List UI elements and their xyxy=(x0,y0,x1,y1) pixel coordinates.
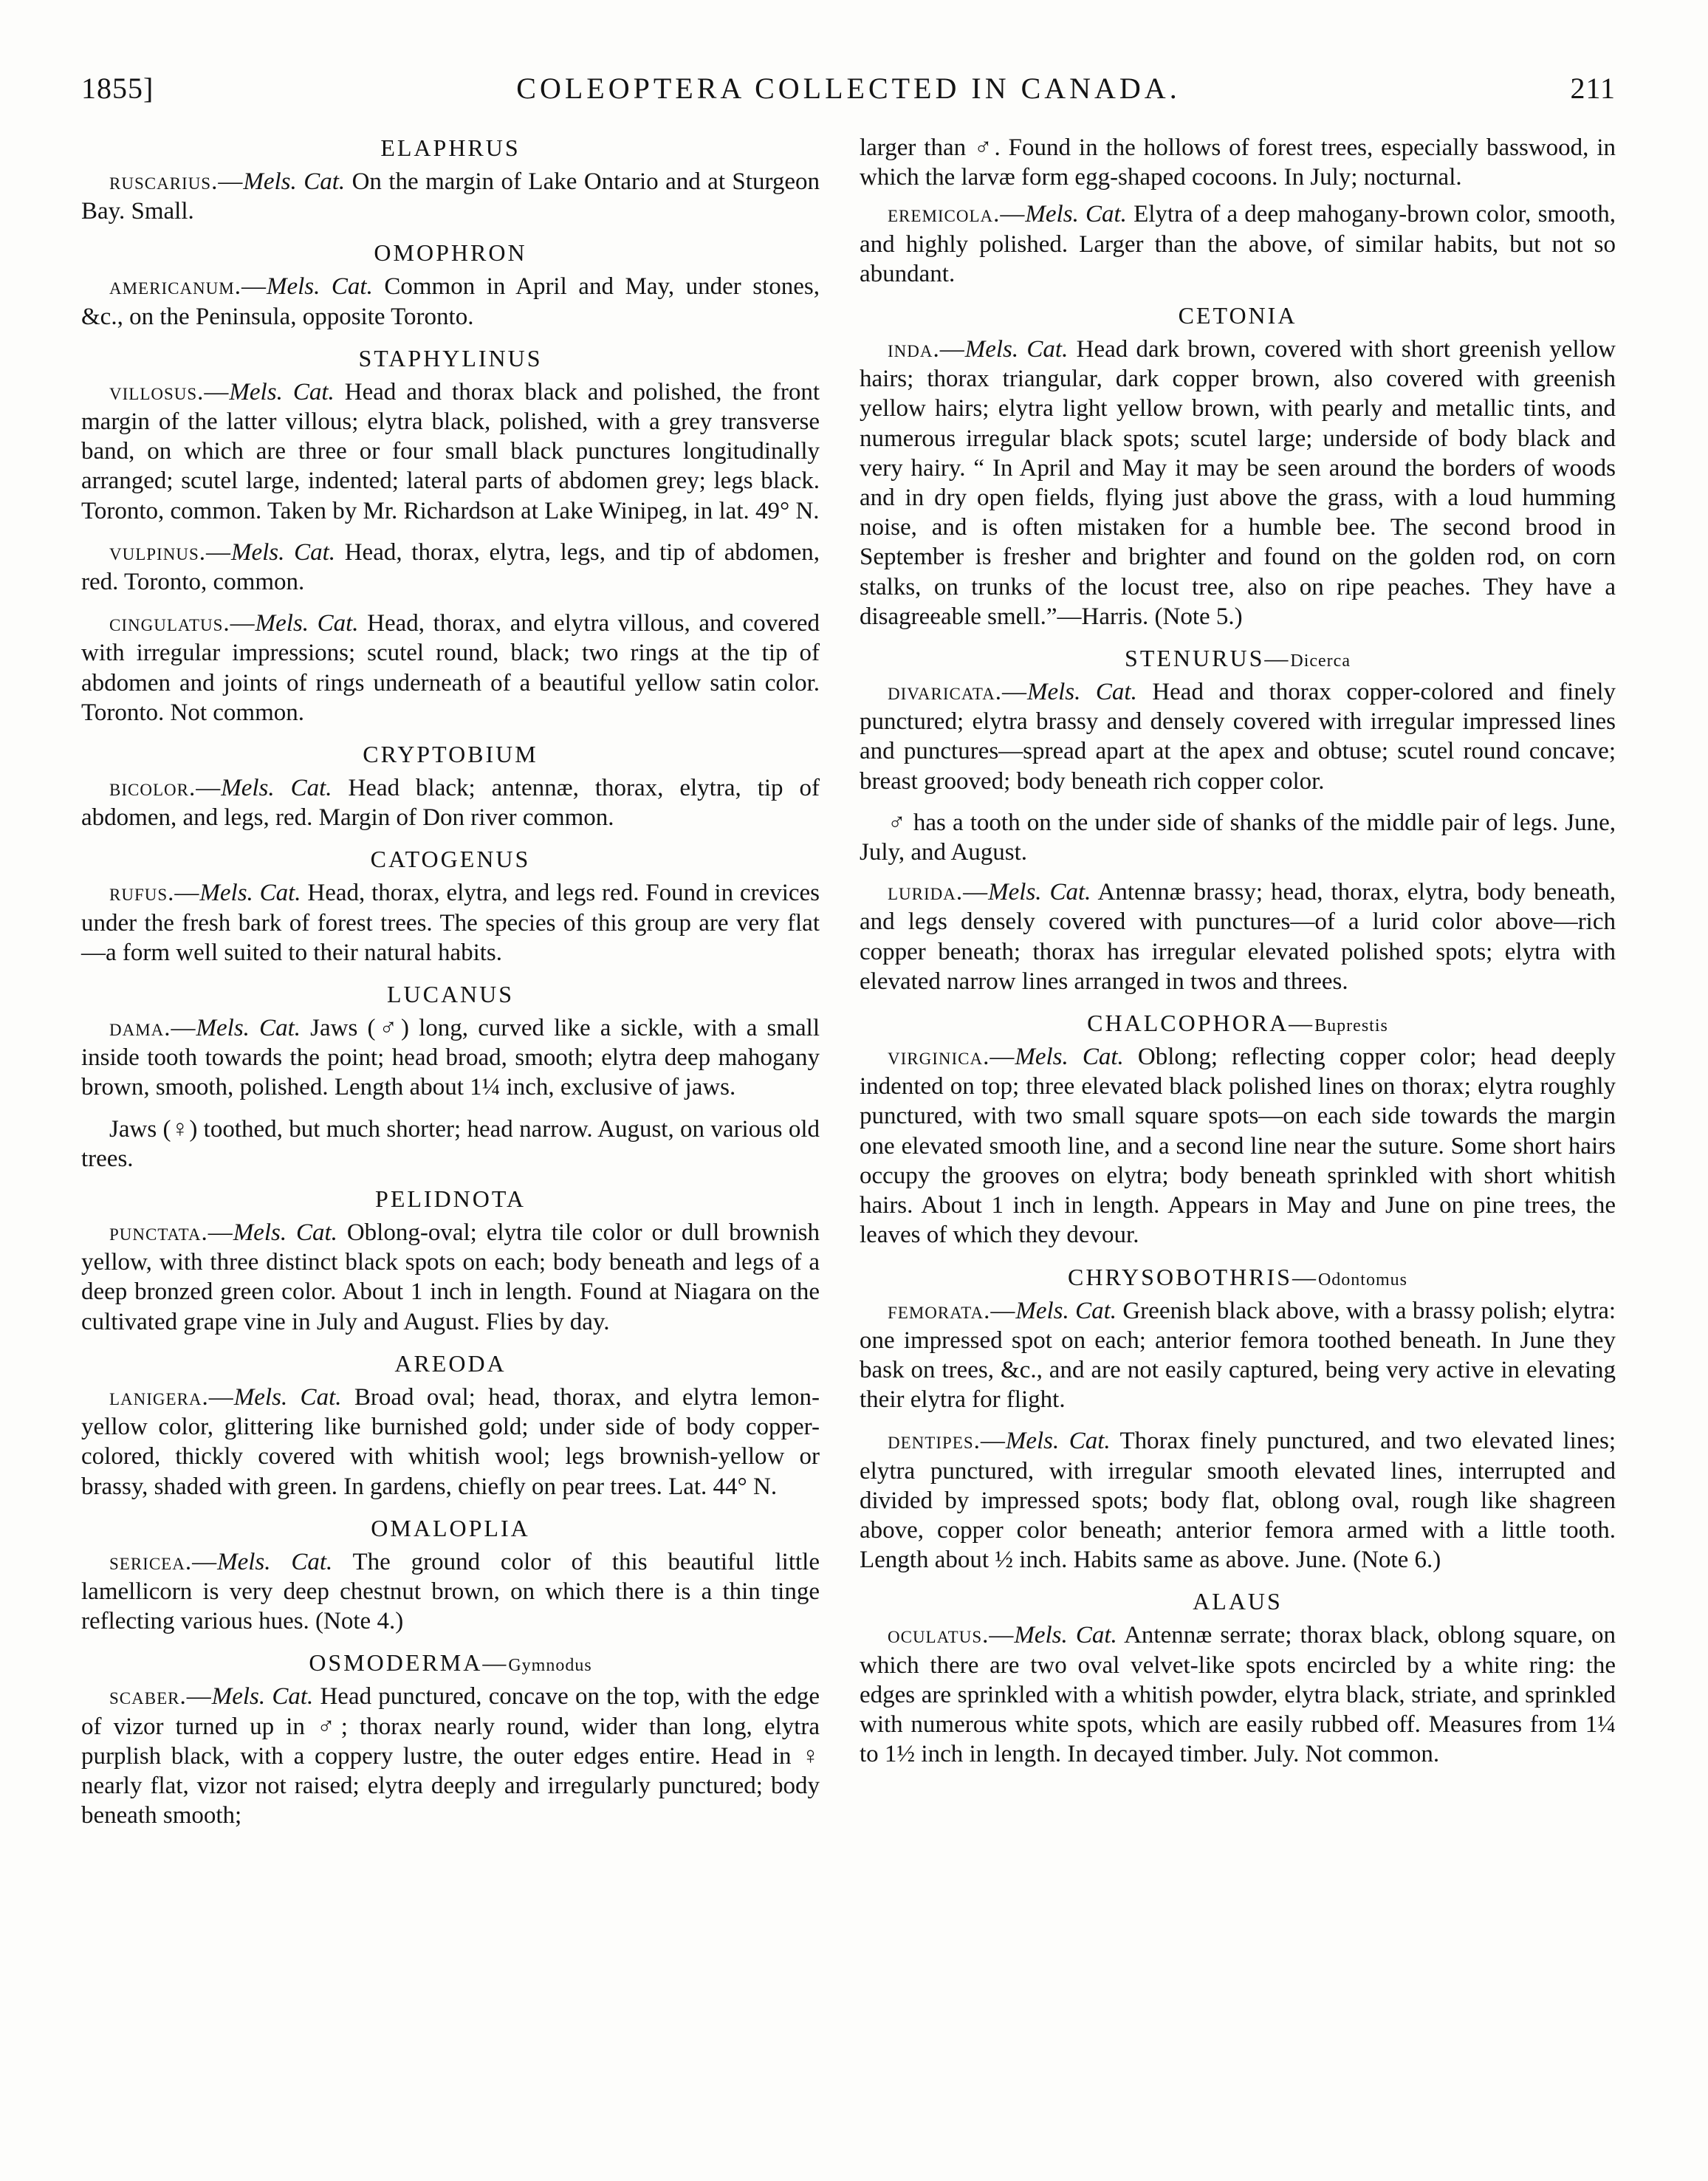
catalog-reference: Mels. Cat. xyxy=(217,1548,333,1575)
genus-name: ELAPHRUS xyxy=(380,134,521,161)
catalog-reference: Mels. Cat. xyxy=(229,378,335,405)
genus-heading xyxy=(81,844,820,874)
genus-name: STAPHYLINUS xyxy=(358,344,543,372)
species-entry xyxy=(860,1426,1616,1575)
genus-name: OMOPHRON xyxy=(374,239,527,267)
genus-name: LUCANUS xyxy=(386,981,515,1008)
species-name: virginica.— xyxy=(888,1044,1015,1071)
genus-name: STENURUS— xyxy=(1125,645,1291,672)
genus-name: AREODA xyxy=(394,1349,507,1377)
catalog-reference: Mels. Cat. xyxy=(1014,1622,1117,1649)
species-entry xyxy=(81,1682,820,1830)
genus-heading xyxy=(860,1008,1616,1038)
right-column xyxy=(860,133,1616,1781)
species-description: Greenish black above, with a brassy polish; elytra: one impressed spot on each; anterior femora toothed beneath. In June they bask on trees, &c., and are not easily captured, being very active in elevating their elytra for flight. xyxy=(860,1297,1616,1414)
species-entry xyxy=(81,538,820,597)
species-name: cingulatus.— xyxy=(109,610,255,637)
catalog-reference: Mels. Cat. xyxy=(1025,201,1127,228)
subgenus-name: Dicerca xyxy=(1290,651,1351,671)
species-name: dama.— xyxy=(109,1015,196,1042)
genus-name: CRYPTOBIUM xyxy=(363,741,538,768)
genus-heading xyxy=(81,1513,820,1543)
genus-heading xyxy=(81,343,820,373)
species-entry xyxy=(860,1042,1616,1250)
species-description: Head, thorax, elytra, and legs red. Found in crevices under the fresh bark of forest trees. The species of this group are very flat—a form well suited to their natural habits. xyxy=(81,880,820,966)
genus-name: OSMODERMA— xyxy=(309,1649,509,1677)
catalog-reference: Mels. Cat. xyxy=(196,1015,301,1042)
genus-name: CATOGENUS xyxy=(370,846,531,873)
species-entry xyxy=(81,1383,820,1502)
right-lead-entries xyxy=(860,199,1616,289)
right-groups xyxy=(860,301,1616,1769)
catalog-reference: Mels. Cat. xyxy=(243,168,346,195)
species-description: Oblong; reflecting copper color; head deeply indented on top; three elevated black polished lines on thorax; elytra roughly punctured, with two small square spots—on each side towards the margin one elevated smooth line, and a second line near the suture. Some short hairs occupy the grooves on elytra; body beneath sprinkled with short whitish hairs. About 1 inch in length. Appears in May and June on pine trees, the leaves of which they devour. xyxy=(860,1044,1616,1249)
species-description: Broad oval; head, thorax, and elytra lemon-yellow color, glittering like burnished gold; under side of body copper-colored, thickly covered with whitish wool; legs brownish-yellow or brassy, shaded with green. In gardens, chiefly on pear trees. Lat. 44° N. xyxy=(81,1383,820,1500)
species-description: Head and thorax copper-colored and finely punctured; elytra brassy and densely covered with irregular impressed lines and punctures—spread apart at the apex and obtuse; scutel round concave; breast grooved; body beneath rich copper color. xyxy=(860,679,1616,795)
species-name: inda.— xyxy=(888,336,965,363)
species-description: On the margin of Lake Ontario and at Sturgeon Bay. Small. xyxy=(81,168,820,225)
species-name: americanum.— xyxy=(109,273,267,301)
catalog-reference: Mels. Cat. xyxy=(266,273,373,301)
species-name: femorata.— xyxy=(888,1297,1016,1324)
genus-heading xyxy=(81,739,820,769)
species-description: Head, thorax, elytra, legs, and tip of abdomen, red. Toronto, common. xyxy=(81,538,820,596)
left-column xyxy=(81,133,820,1842)
species-entry xyxy=(860,1296,1616,1415)
species-name: dentipes.— xyxy=(888,1428,1006,1455)
species-name: lurida.— xyxy=(888,879,989,906)
species-description: The ground color of this beautiful little lamellicorn is very deep chestnut brown, on which there is a thin tinge reflecting various hues. (Note 4.) xyxy=(81,1548,820,1635)
species-name: lanigera.— xyxy=(109,1383,234,1411)
catalog-reference: Mels. Cat. xyxy=(1027,679,1137,706)
species-description: Oblong-oval; elytra tile color or dull brownish yellow, with three distinct black spots on each; body beneath and legs of a deep bronzed green color. About 1 inch in length. Found at Niagara on the cultivated grape vine in July and August. Flies by day. xyxy=(81,1219,820,1335)
header-title: COLEOPTERA COLLECTED IN CANADA. xyxy=(516,72,1181,105)
catalog-reference: Mels. Cat. xyxy=(964,336,1069,363)
species-entry xyxy=(81,1218,820,1337)
species-entry xyxy=(860,335,1616,631)
species-name: vulpinus.— xyxy=(109,538,231,566)
catalog-reference: Mels. Cat. xyxy=(233,1219,337,1247)
genus-name: PELIDNOTA xyxy=(375,1185,526,1213)
genus-name: CHRYSOBOTHRIS— xyxy=(1068,1263,1318,1290)
genus-name: CHALCOPHORA— xyxy=(1087,1010,1315,1037)
species-description: Head black; antennæ, thorax, elytra, tip of abdomen, and legs, red. Margin of Don river common. xyxy=(81,775,820,832)
species-name: punctata.— xyxy=(109,1219,233,1247)
catalog-reference: Mels. Cat. xyxy=(221,775,332,802)
genus-heading xyxy=(81,1648,820,1677)
catalog-reference: Mels. Cat. xyxy=(1005,1428,1111,1455)
species-name: sericea.— xyxy=(109,1548,218,1575)
species-description: Jaws (♂) long, curved like a sickle, with a small inside tooth towards the point; head broad, smooth; elytra deep mahogany brown, smooth, polished. Length about 1¼ inch, exclusive of jaws. xyxy=(81,1015,820,1101)
species-description: Antennæ serrate; thorax black, oblong square, on which there are two oval velvet-like spots encircled by a white ring: the edges are sprinkled with a whitish powder, elytra black, striate, and sprinkled with numerous white spots, which are easily rubbed off. Measures from 1¼ to 1½ inch in length. In decayed timber. July. Not common. xyxy=(860,1622,1616,1768)
header-year: 1855] xyxy=(81,72,154,105)
page-number: 211 xyxy=(1570,72,1616,105)
species-entry xyxy=(81,272,820,331)
genus-heading xyxy=(81,1349,820,1378)
species-name: bicolor.— xyxy=(109,775,222,802)
species-entry xyxy=(81,377,820,526)
catalog-reference: Mels. Cat. xyxy=(1015,1044,1124,1071)
genus-heading xyxy=(860,1586,1616,1616)
species-description: Head, thorax, and elytra villous, and covered with irregular impressions; scutel round, black; two rings at the tip of abdomen and joints of rings underneath of a beautiful yellow satin color. Toronto. Not common. xyxy=(81,610,820,726)
species-description: Thorax finely punctured, and two elevated lines; elytra punctured, with irregular smooth elevated lines, interrupted and divided by impressed spots; body flat, oblong oval, rough like shagreen above, copper color beneath; anterior femora armed with a little tooth. Length about ½ inch. Habits same as above. June. (Note 6.) xyxy=(860,1428,1616,1574)
continued-paragraph: Jaws (♀) toothed, but much shorter; head narrow. August, on various old trees. xyxy=(81,1115,820,1172)
species-description: Common in April and May, under stones, &c., on the Peninsula, opposite Toronto. xyxy=(81,273,820,330)
species-description: Head punctured, concave on the top, with the edge of vizor turned up in ♂; thorax nearly round, wider than long, elytra purplish black, with a coppery lustre, the outer edges entire. Head in ♀ nearly flat, vizor not raised; elytra deeply and irregularly punctured; body beneath smooth; xyxy=(81,1683,820,1829)
species-name: scaber.— xyxy=(109,1683,212,1711)
genus-heading xyxy=(81,238,820,267)
species-entry xyxy=(81,878,820,968)
genus-heading xyxy=(81,133,820,162)
catalog-reference: Mels. Cat. xyxy=(230,538,336,566)
subgenus-name: Buprestis xyxy=(1314,1016,1388,1036)
species-entry xyxy=(81,609,820,727)
catalog-reference: Mels. Cat. xyxy=(988,879,1091,906)
species-name: oculatus.— xyxy=(888,1622,1015,1649)
catalog-reference: Mels. Cat. xyxy=(255,610,359,637)
genus-heading xyxy=(860,1262,1616,1292)
catalog-reference: Mels. Cat. xyxy=(199,880,301,907)
species-name: eremicola.— xyxy=(888,201,1026,228)
species-entry xyxy=(860,1620,1616,1769)
genus-name: ALAUS xyxy=(1193,1588,1283,1615)
species-entry xyxy=(81,1013,820,1103)
genus-heading xyxy=(860,301,1616,330)
species-entry xyxy=(81,773,820,832)
catalog-reference: Mels. Cat. xyxy=(233,1383,342,1411)
subgenus-name: Gymnodus xyxy=(508,1656,592,1676)
species-entry xyxy=(860,199,1616,289)
genus-heading xyxy=(81,979,820,1009)
continued-paragraph: larger than ♂. Found in the hollows of forest trees, especially basswood, in which the larvæ form egg-shaped cocoons. In July; nocturnal. xyxy=(860,134,1616,191)
species-name: divaricata.— xyxy=(888,679,1027,706)
species-entry xyxy=(860,677,1616,796)
genus-name: OMALOPLIA xyxy=(371,1514,530,1541)
species-description: Elytra of a deep mahogany-brown color, smooth, and highly polished. Larger than the above, of similar habits, but not so abundant. xyxy=(860,201,1616,287)
species-entry xyxy=(81,167,820,226)
species-name: villosus.— xyxy=(109,378,230,405)
species-description: Antennæ brassy; head, thorax, elytra, body beneath, and legs densely covered with punctures—of a lurid color above—rich copper beneath; thorax has irregular elevated polished spots; elytra with elevated narrow lines arranged in twos and threes. xyxy=(860,879,1616,995)
species-description: Head dark brown, covered with short greenish yellow hairs; thorax triangular, dark copper brown, also covered with greenish yellow hairs; elytra light yellow brown, with pearly and metallic tints, and numerous irregular black spots; scutel large; underside of body black and very hairy. “ In April and May it may be seen around the borders of woods and in dry open fields, flying just above the grass, with a loud humming noise, and is often mistaken for a humble bee. The second brood in September is fresher and brighter and found on the golden rod, on corn stalks, on trunks of the locust tree, also on ripe peaches. They have a disagreeable smell.”—Harris. (Note 5.) xyxy=(860,336,1616,630)
running-header xyxy=(81,71,1616,115)
subgenus-name: Odontomus xyxy=(1317,1270,1407,1290)
species-entry xyxy=(860,877,1616,996)
catalog-reference: Mels. Cat. xyxy=(211,1683,314,1711)
genus-heading xyxy=(81,1184,820,1213)
species-name: ruscarius.— xyxy=(109,168,244,195)
species-entry xyxy=(81,1547,820,1637)
species-description: Head and thorax black and polished, the front margin of the latter villous; elytra black, polished, with a grey transverse band, on which are three or four small black punctures longitudinally arranged; scutel large, indented; lateral parts of abdomen grey; legs black. Toronto, common. Taken by Mr. Richardson at Lake Winipeg, in lat. 49° N. xyxy=(81,378,820,524)
genus-name: CETONIA xyxy=(1178,302,1297,329)
catalog-reference: Mels. Cat. xyxy=(1015,1297,1117,1324)
genus-heading xyxy=(860,643,1616,673)
continued-paragraph: ♂ has a tooth on the under side of shanks of the middle pair of legs. June, July, and August. xyxy=(860,809,1616,866)
species-name: rufus.— xyxy=(109,880,200,907)
